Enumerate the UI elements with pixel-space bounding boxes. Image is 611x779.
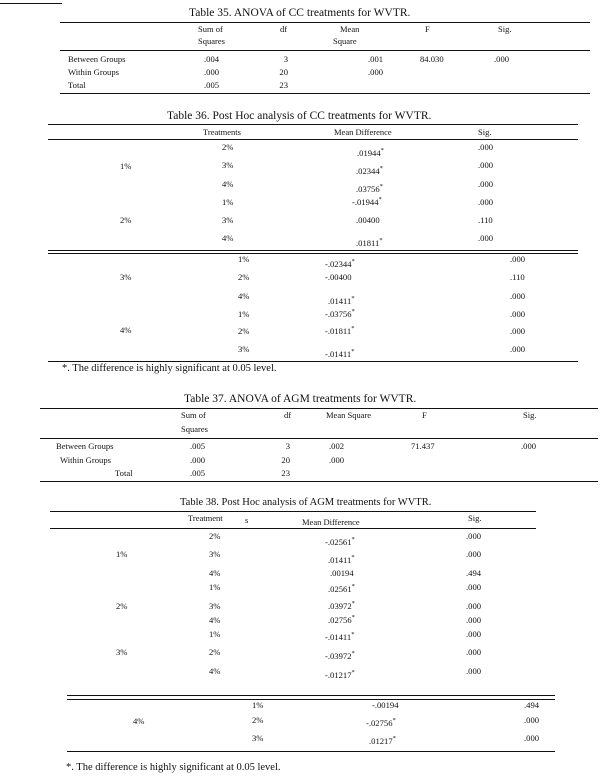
sig-cell: .000 xyxy=(510,291,526,301)
t36-group-label: 2% xyxy=(120,215,132,225)
cell-f: 84.030 xyxy=(420,54,444,64)
sig-cell: .000 xyxy=(466,582,482,592)
t38-header-treatment-s: s xyxy=(245,515,249,525)
sig-cell: .000 xyxy=(466,666,482,676)
cmp-cell: 1% xyxy=(222,197,234,207)
sig-cell: .000 xyxy=(478,197,494,207)
t37-header-df: df xyxy=(284,410,292,420)
md-cell: -.01811* xyxy=(325,325,355,336)
table-36-bottom-rule xyxy=(48,361,578,362)
table-38-header-rule xyxy=(50,528,536,529)
row-label: Total xyxy=(68,80,86,90)
cell-ss: .000 xyxy=(204,67,220,77)
md-cell: .01217* xyxy=(369,735,396,746)
cmp-cell: 2% xyxy=(209,531,221,541)
table-37-bottom-rule xyxy=(40,481,598,482)
sig-cell: .000 xyxy=(524,715,540,725)
t37-header-f: F xyxy=(422,410,427,420)
md-cell: -.02756* xyxy=(366,717,396,728)
cmp-cell: 3% xyxy=(252,733,264,743)
t36-group-label: 4% xyxy=(120,325,132,335)
md-cell: .01411* xyxy=(328,554,355,565)
md-cell: .02344* xyxy=(356,165,383,176)
cmp-cell: 3% xyxy=(222,160,234,170)
md-cell: -.00400 xyxy=(325,272,352,282)
table-35-header-rule xyxy=(60,50,590,51)
row-label: Between Groups xyxy=(56,441,114,451)
table-38-caption: Table 38. Post Hoc analysis of AGM treatments for WVTR. xyxy=(180,497,432,508)
cmp-cell: 1% xyxy=(238,254,250,264)
cmp-cell: 4% xyxy=(209,666,221,676)
sig-cell: .000 xyxy=(524,733,540,743)
cmp-cell: 2% xyxy=(252,715,264,725)
t35-header-ss1: Sum of xyxy=(198,24,223,34)
sig-cell: .000 xyxy=(466,549,482,559)
cell-sig: .000 xyxy=(494,54,510,64)
row-label: Between Groups xyxy=(68,54,126,64)
md-cell: -.01217* xyxy=(325,669,355,680)
table-38-split-rule-2 xyxy=(67,699,555,700)
md-cell: -.03756* xyxy=(325,308,355,319)
table-36-top-rule xyxy=(48,124,578,125)
cmp-cell: 2% xyxy=(238,272,250,282)
cmp-cell: 3% xyxy=(222,215,234,225)
cell-ss: .005 xyxy=(190,468,206,478)
table-36-caption: Table 36. Post Hoc analysis of CC treatments for WVTR. xyxy=(167,110,432,122)
cell-df: 23 xyxy=(279,80,288,90)
t35-header-ms1: Mean xyxy=(340,24,360,34)
md-cell: .03756* xyxy=(356,183,383,194)
t35-header-ss2: Squares xyxy=(198,36,225,46)
sig-cell: .000 xyxy=(466,629,482,639)
t37-header-ss2: Squares xyxy=(181,424,208,434)
table-35-top-rule xyxy=(60,22,590,23)
row-label: Within Groups xyxy=(68,67,119,77)
t38-header-mean-difference: Mean Difference xyxy=(302,517,360,527)
table-35-caption: Table 35. ANOVA of CC treatments for WVTR. xyxy=(189,7,411,19)
sig-cell: .000 xyxy=(510,309,526,319)
cell-ss: .004 xyxy=(204,54,220,64)
cell-ms: .000 xyxy=(329,455,345,465)
cell-ms: .002 xyxy=(329,441,345,451)
sig-cell: .000 xyxy=(510,344,526,354)
sig-cell: .000 xyxy=(466,615,482,625)
cell-df: 20 xyxy=(281,455,290,465)
cmp-cell: 3% xyxy=(209,549,221,559)
cell-ss: .000 xyxy=(190,455,206,465)
t35-header-df: df xyxy=(280,24,288,34)
sig-cell: .000 xyxy=(478,160,494,170)
t38-header-treatment: Treatment xyxy=(188,513,223,523)
t35-header-ms2: Square xyxy=(333,36,357,46)
sig-cell: .110 xyxy=(510,272,525,282)
sig-cell: .000 xyxy=(466,601,482,611)
t38-group-label: 2% xyxy=(116,601,128,611)
sig-cell: .000 xyxy=(466,531,482,541)
top-rule xyxy=(0,3,62,4)
table-37-header-rule xyxy=(40,438,598,439)
md-cell: -.01944* xyxy=(352,196,382,207)
md-cell: -.02344* xyxy=(325,258,355,269)
md-cell: .02561* xyxy=(328,583,355,594)
cmp-cell: 1% xyxy=(209,582,221,592)
t35-header-f: F xyxy=(425,24,430,34)
cmp-cell: 1% xyxy=(252,700,264,710)
sig-cell: .000 xyxy=(466,647,482,657)
table-38-top-rule xyxy=(50,511,536,512)
md-cell: .01944* xyxy=(357,147,384,158)
cell-df: 20 xyxy=(279,67,288,77)
cmp-cell: 4% xyxy=(209,615,221,625)
table-37-caption: Table 37. ANOVA of AGM treatments for WVTR. xyxy=(184,393,417,405)
sig-cell: .000 xyxy=(510,326,526,336)
cmp-cell: 2% xyxy=(222,142,234,152)
t37-header-ss1: Sum of xyxy=(181,410,206,420)
t36-header-mean-difference: Mean Difference xyxy=(334,127,392,137)
sig-cell: .000 xyxy=(478,142,494,152)
cell-df: 23 xyxy=(281,468,290,478)
t36-group-label: 3% xyxy=(120,272,132,282)
sig-cell: .494 xyxy=(524,700,540,710)
sig-cell: .494 xyxy=(466,568,482,578)
table-36-split-rule-2 xyxy=(48,253,578,254)
table-38-split-rule xyxy=(67,695,555,696)
cell-ms: .000 xyxy=(368,67,384,77)
cmp-cell: 3% xyxy=(209,601,221,611)
md-cell: -.02561* xyxy=(325,536,355,547)
table-35-bottom-rule xyxy=(60,93,590,94)
t38-header-sig: Sig. xyxy=(468,513,482,523)
md-cell: .00194 xyxy=(330,568,354,578)
cell-sig: .000 xyxy=(521,441,537,451)
md-cell: -.00194 xyxy=(372,700,399,710)
cmp-cell: 3% xyxy=(238,344,250,354)
cmp-cell: 1% xyxy=(238,309,250,319)
cmp-cell: 4% xyxy=(222,179,234,189)
t38-group-label: 3% xyxy=(116,647,128,657)
sig-cell: .000 xyxy=(510,254,526,264)
cell-ms: .001 xyxy=(368,54,384,64)
table-38-footnote: *. The difference is highly significant at 0.05 level. xyxy=(66,762,281,773)
t38-group-label: 4% xyxy=(133,716,145,726)
md-cell: -.01411* xyxy=(325,348,355,359)
row-label: Total xyxy=(115,468,133,478)
t36-header-treatments: Treatments xyxy=(203,127,241,137)
table-36-header-rule xyxy=(48,139,578,140)
cell-ss: .005 xyxy=(190,441,206,451)
sig-cell: .110 xyxy=(478,215,493,225)
md-cell: .03972* xyxy=(328,600,355,611)
cmp-cell: 2% xyxy=(209,647,221,657)
row-label: Within Groups xyxy=(60,455,111,465)
sig-cell: .000 xyxy=(478,179,494,189)
t36-group-label: 1% xyxy=(120,161,132,171)
t38-group-label: 1% xyxy=(116,549,128,559)
cmp-cell: 2% xyxy=(238,326,250,336)
md-cell: .01411* xyxy=(328,295,355,306)
cell-ss: .005 xyxy=(204,80,220,90)
table-36-footnote: *. The difference is highly significant at 0.05 level. xyxy=(62,363,277,374)
t35-header-sig: Sig. xyxy=(498,24,512,34)
cmp-cell: 4% xyxy=(238,291,250,301)
md-cell: .02756* xyxy=(328,614,355,625)
t36-header-sig: Sig. xyxy=(478,127,492,137)
md-cell: -.01411* xyxy=(325,631,355,642)
cmp-cell: 4% xyxy=(222,233,234,243)
t37-header-ms: Mean Square xyxy=(326,410,372,420)
cell-df: 3 xyxy=(283,54,288,64)
md-cell: .00400 xyxy=(356,215,380,225)
cell-f: 71.437 xyxy=(411,441,435,451)
table-38-bottom-rule xyxy=(67,751,555,752)
table-36-split-rule xyxy=(48,250,578,251)
sig-cell: .000 xyxy=(478,233,494,243)
cmp-cell: 1% xyxy=(209,629,221,639)
cell-df: 3 xyxy=(285,441,290,451)
t37-header-sig: Sig. xyxy=(523,410,537,420)
table-37-top-rule xyxy=(40,408,598,409)
md-cell: -.03972* xyxy=(325,650,355,661)
cmp-cell: 4% xyxy=(209,568,221,578)
md-cell: .01811* xyxy=(356,237,383,248)
